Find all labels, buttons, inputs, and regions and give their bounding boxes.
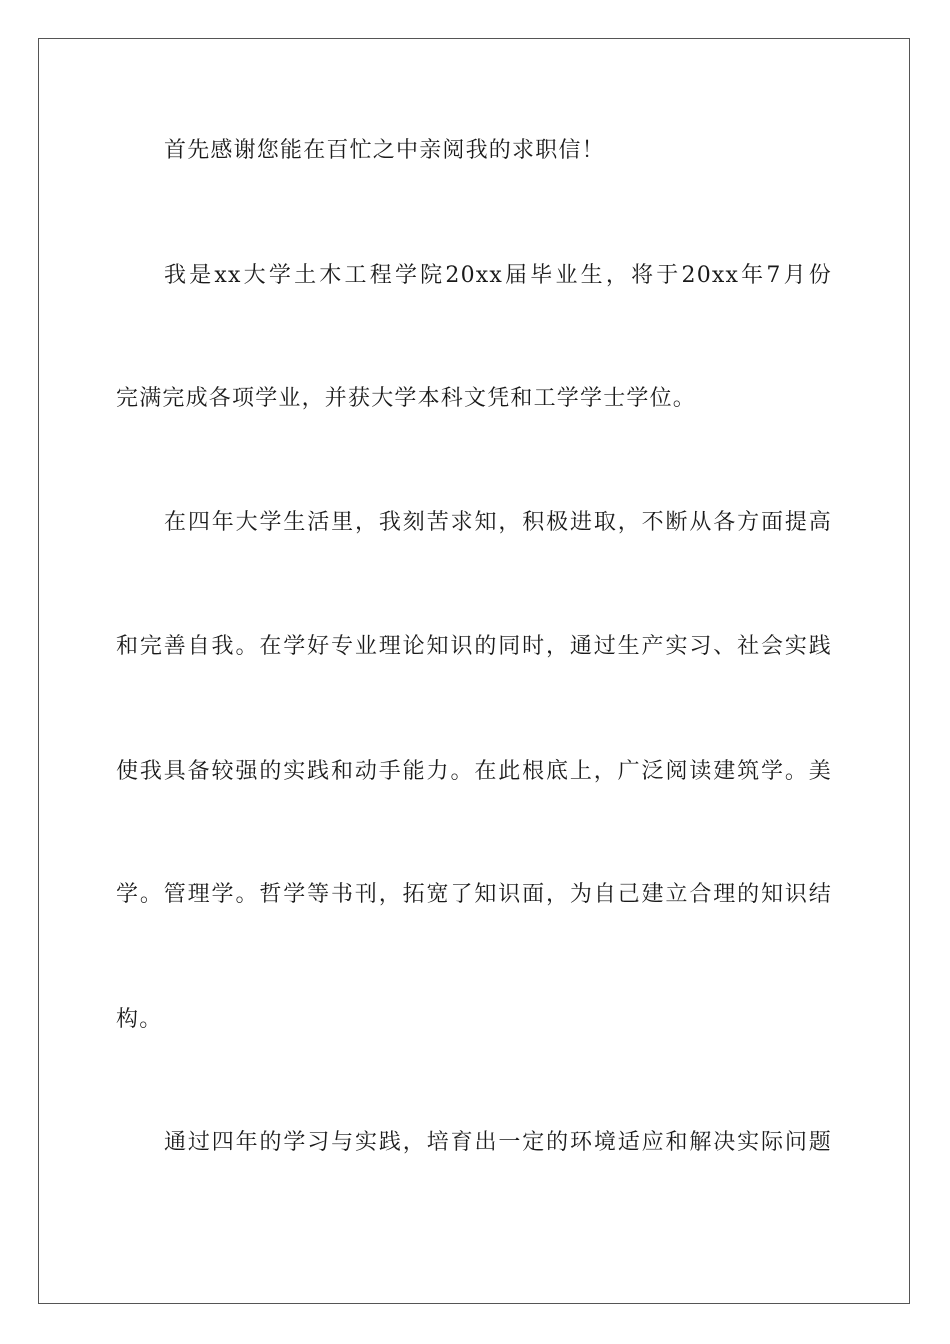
page-frame	[38, 38, 910, 1304]
paragraph-line-8: 构。	[116, 1007, 163, 1032]
paragraph-line-4: 在四年大学生活里，我刻苦求知，积极进取，不断从各方面提高	[164, 510, 832, 535]
paragraph-line-1: 首先感谢您能在百忙之中亲阅我的求职信！	[164, 138, 605, 163]
paragraph-line-2: 我是xx大学土木工程学院20xx届毕业生，将于20xx年7月份	[164, 263, 832, 288]
paragraph-line-5: 和完善自我。在学好专业理论知识的同时，通过生产实习、社会实践	[116, 634, 832, 659]
paragraph-line-3: 完满完成各项学业，并获大学本科文凭和工学学士学位。	[116, 386, 697, 411]
paragraph-line-6: 使我具备较强的实践和动手能力。在此根底上，广泛阅读建筑学。美	[116, 759, 832, 784]
paragraph-line-7: 学。管理学。哲学等书刊，拓宽了知识面，为自己建立合理的知识结	[116, 882, 832, 907]
paragraph-line-9: 通过四年的学习与实践，培育出一定的环境适应和解决实际问题	[164, 1130, 832, 1155]
